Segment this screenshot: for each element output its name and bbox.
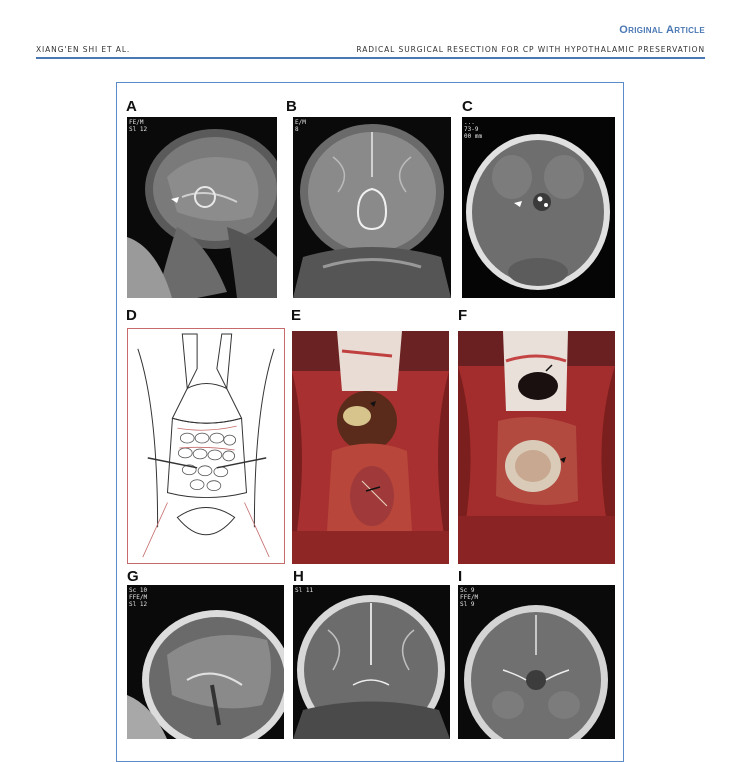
ct-axial-image (462, 117, 615, 298)
panel-e-intraop-photo (292, 331, 449, 564)
panel-label-e: E (291, 307, 302, 324)
intraop-photo-e (292, 331, 449, 564)
intraop-photo-f (458, 331, 615, 564)
panel-label-g: G (127, 568, 139, 585)
panel-a-overlay: FE/M Sl 12 (129, 119, 148, 133)
mri-postop-coronal-image (293, 585, 450, 739)
header-rule (36, 57, 705, 59)
panel-label-i: I (458, 568, 463, 585)
panel-h-postop-coronal-mri (293, 585, 450, 739)
section-label: Original Article (619, 24, 705, 36)
panel-f-intraop-photo (458, 331, 615, 564)
panel-label-h: H (293, 568, 304, 585)
running-head-authors: XIANG'EN SHI ET AL. (36, 45, 131, 54)
panel-label-f: F (458, 307, 468, 324)
panel-b-coronal-mri (293, 117, 451, 298)
panel-a-sagittal-mri (127, 117, 277, 298)
panel-label-b: B (286, 98, 297, 115)
mri-sagittal-image (127, 117, 277, 298)
panel-i-postop-axial-mri (458, 585, 615, 739)
panel-i-overlay: Sc 9 FFE/M Sl 9 (460, 587, 479, 608)
mri-postop-axial-image (458, 585, 615, 739)
panel-label-c: C (462, 98, 473, 115)
panel-g-overlay: Sc 10 FFE/M Sl 12 (129, 587, 148, 608)
panel-c-overlay: ... 73-9 00 mm (464, 119, 483, 140)
mri-postop-sagittal-image (127, 585, 284, 739)
panel-d-surgical-sketch (127, 328, 285, 564)
panel-g-postop-sagittal-mri (127, 585, 284, 739)
mri-coronal-image (293, 117, 451, 298)
panel-label-d: D (126, 307, 137, 324)
panel-b-overlay: E/M 8 (295, 119, 306, 133)
surgical-diagram (128, 329, 284, 563)
panel-h-overlay: Sl 11 (295, 587, 314, 594)
panel-c-axial-ct (462, 117, 615, 298)
running-head-title: RADICAL SURGICAL RESECTION FOR CP WITH HYPOTHALAMIC PRESERVATION (356, 45, 705, 54)
panel-label-a: A (126, 98, 137, 115)
